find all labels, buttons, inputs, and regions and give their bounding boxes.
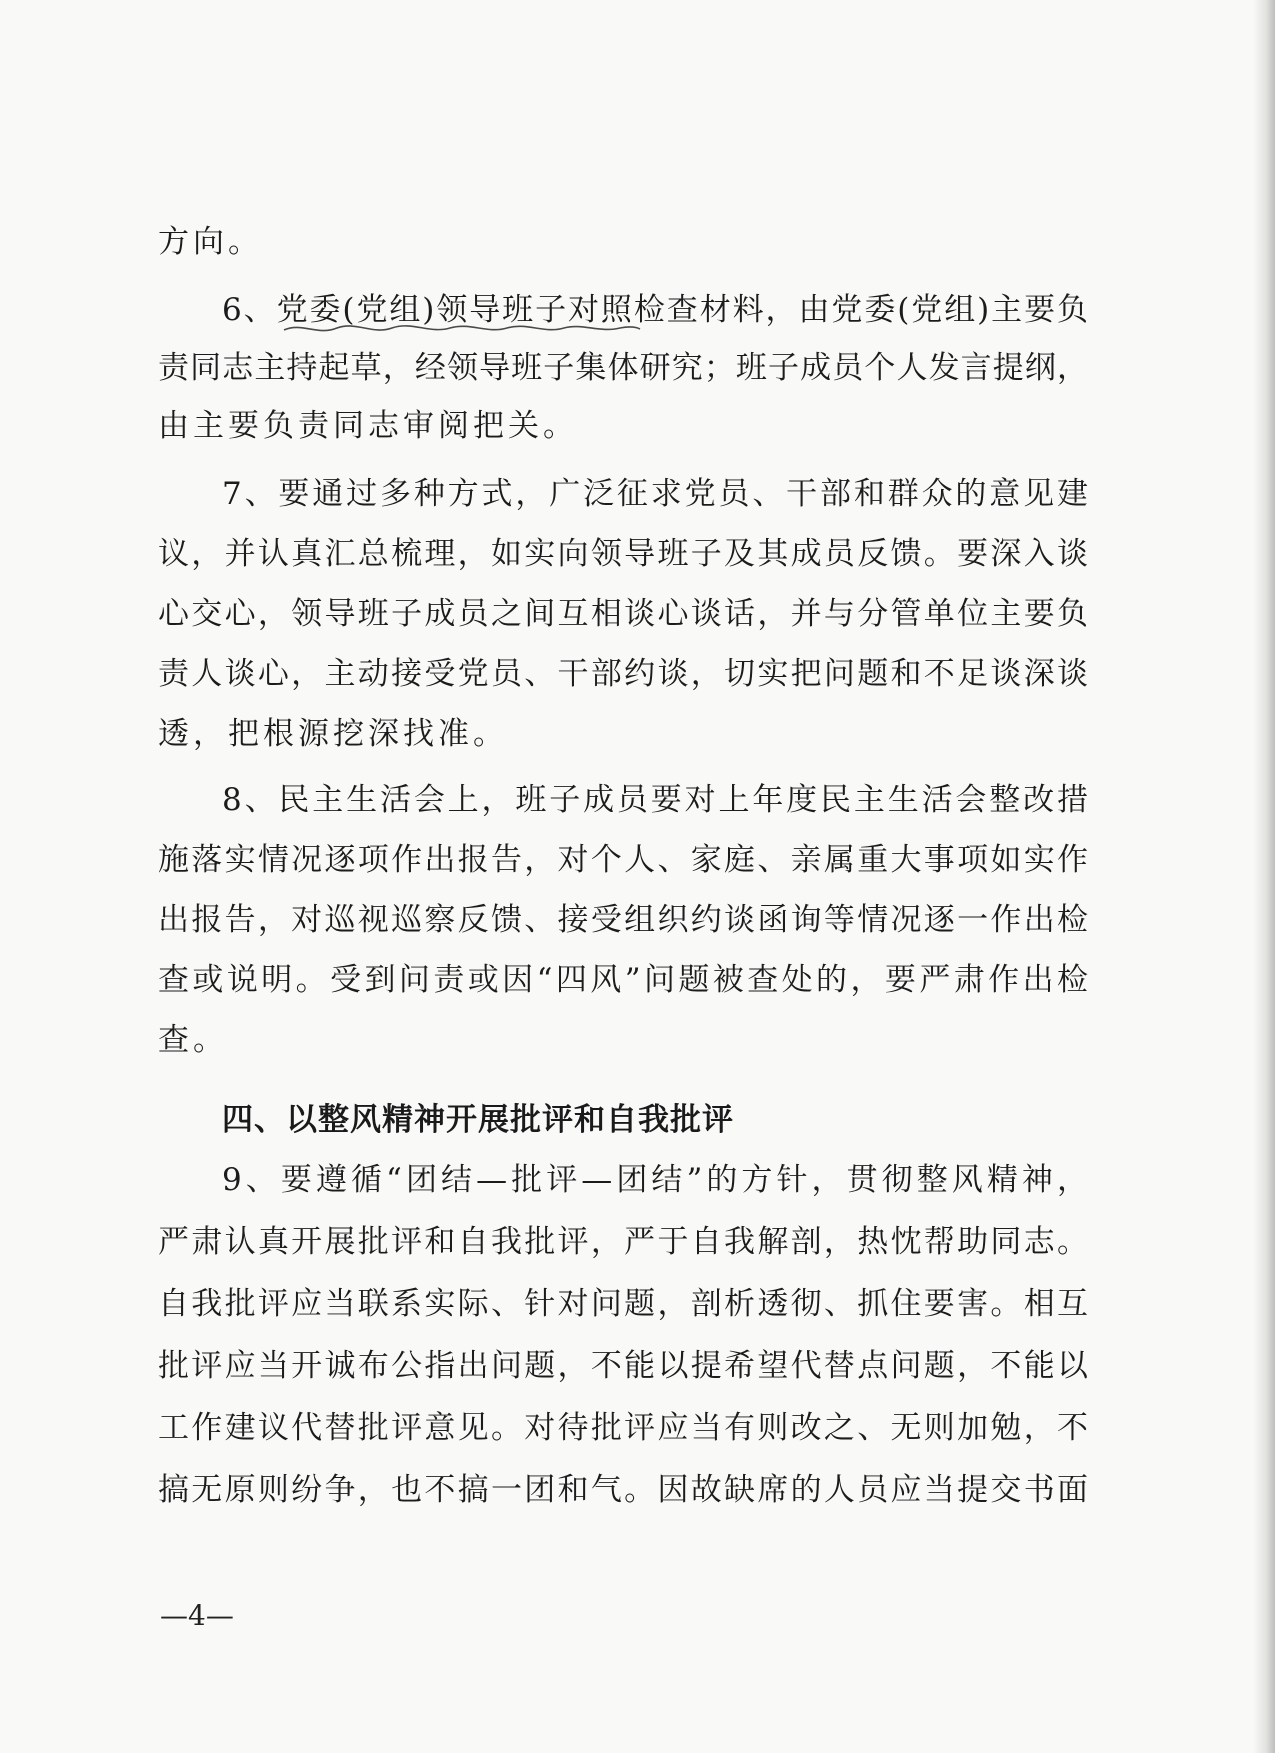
text-line: 自我批评应当联系实际、针对问题，剖析透彻、抓住要害。相互 — [158, 1286, 1088, 1322]
text-line: 搞无原则纷争，也不搞一团和气。因故缺席的人员应当提交书面 — [158, 1472, 1088, 1508]
text-line: 议，并认真汇总梳理，如实向领导班子及其成员反馈。要深入谈 — [158, 536, 1088, 572]
text-line: 透，把根源挖深找准。 — [158, 716, 508, 752]
text-line: 方向。 — [158, 224, 263, 260]
text-line: 出报告，对巡视巡察反馈、接受组织约谈函询等情况逐一作出检 — [158, 902, 1088, 938]
paragraph-8-line-1: 8、民主生活会上，班子成员要对上年度民主生活会整改措 — [222, 782, 1088, 818]
text-line: 施落实情况逐项作出报告，对个人、家庭、亲属重大事项如实作 — [158, 842, 1088, 878]
handwritten-underline-mark — [282, 318, 642, 338]
text-line: 心交心，领导班子成员之间互相谈心谈话，并与分管单位主要负 — [158, 596, 1088, 632]
text-line: 严肃认真开展批评和自我批评，严于自我解剖，热忱帮助同志。 — [158, 1224, 1088, 1260]
paragraph-7-line-1: 7、要通过多种方式，广泛征求党员、干部和群众的意见建 — [222, 476, 1088, 512]
text-line: 由主要负责同志审阅把关。 — [158, 408, 578, 444]
text-line: 查或说明。受到问责或因“四风”问题被查处的，要严肃作出检 — [158, 962, 1088, 998]
section-heading: 四、以整风精神开展批评和自我批评 — [222, 1102, 734, 1138]
paragraph-6-line-1: 6、党委(党组)领导班子对照检查材料，由党委(党组)主要负 — [222, 292, 1088, 328]
page-number: —4— — [160, 1599, 234, 1632]
text-line: 工作建议代替批评意见。对待批评应当有则改之、无则加勉，不 — [158, 1410, 1088, 1446]
paragraph-9-line-1: 9、要遵循“团结—批评—团结”的方针，贯彻整风精神， — [222, 1162, 1088, 1198]
text-line: 查。 — [158, 1022, 228, 1058]
text-line: 责同志主持起草，经领导班子集体研究；班子成员个人发言提纲， — [158, 350, 1088, 386]
text-line: 责人谈心，主动接受党员、干部约谈，切实把问题和不足谈深谈 — [158, 656, 1088, 692]
text-line: 批评应当开诚布公指出问题，不能以提希望代替点问题，不能以 — [158, 1348, 1088, 1384]
